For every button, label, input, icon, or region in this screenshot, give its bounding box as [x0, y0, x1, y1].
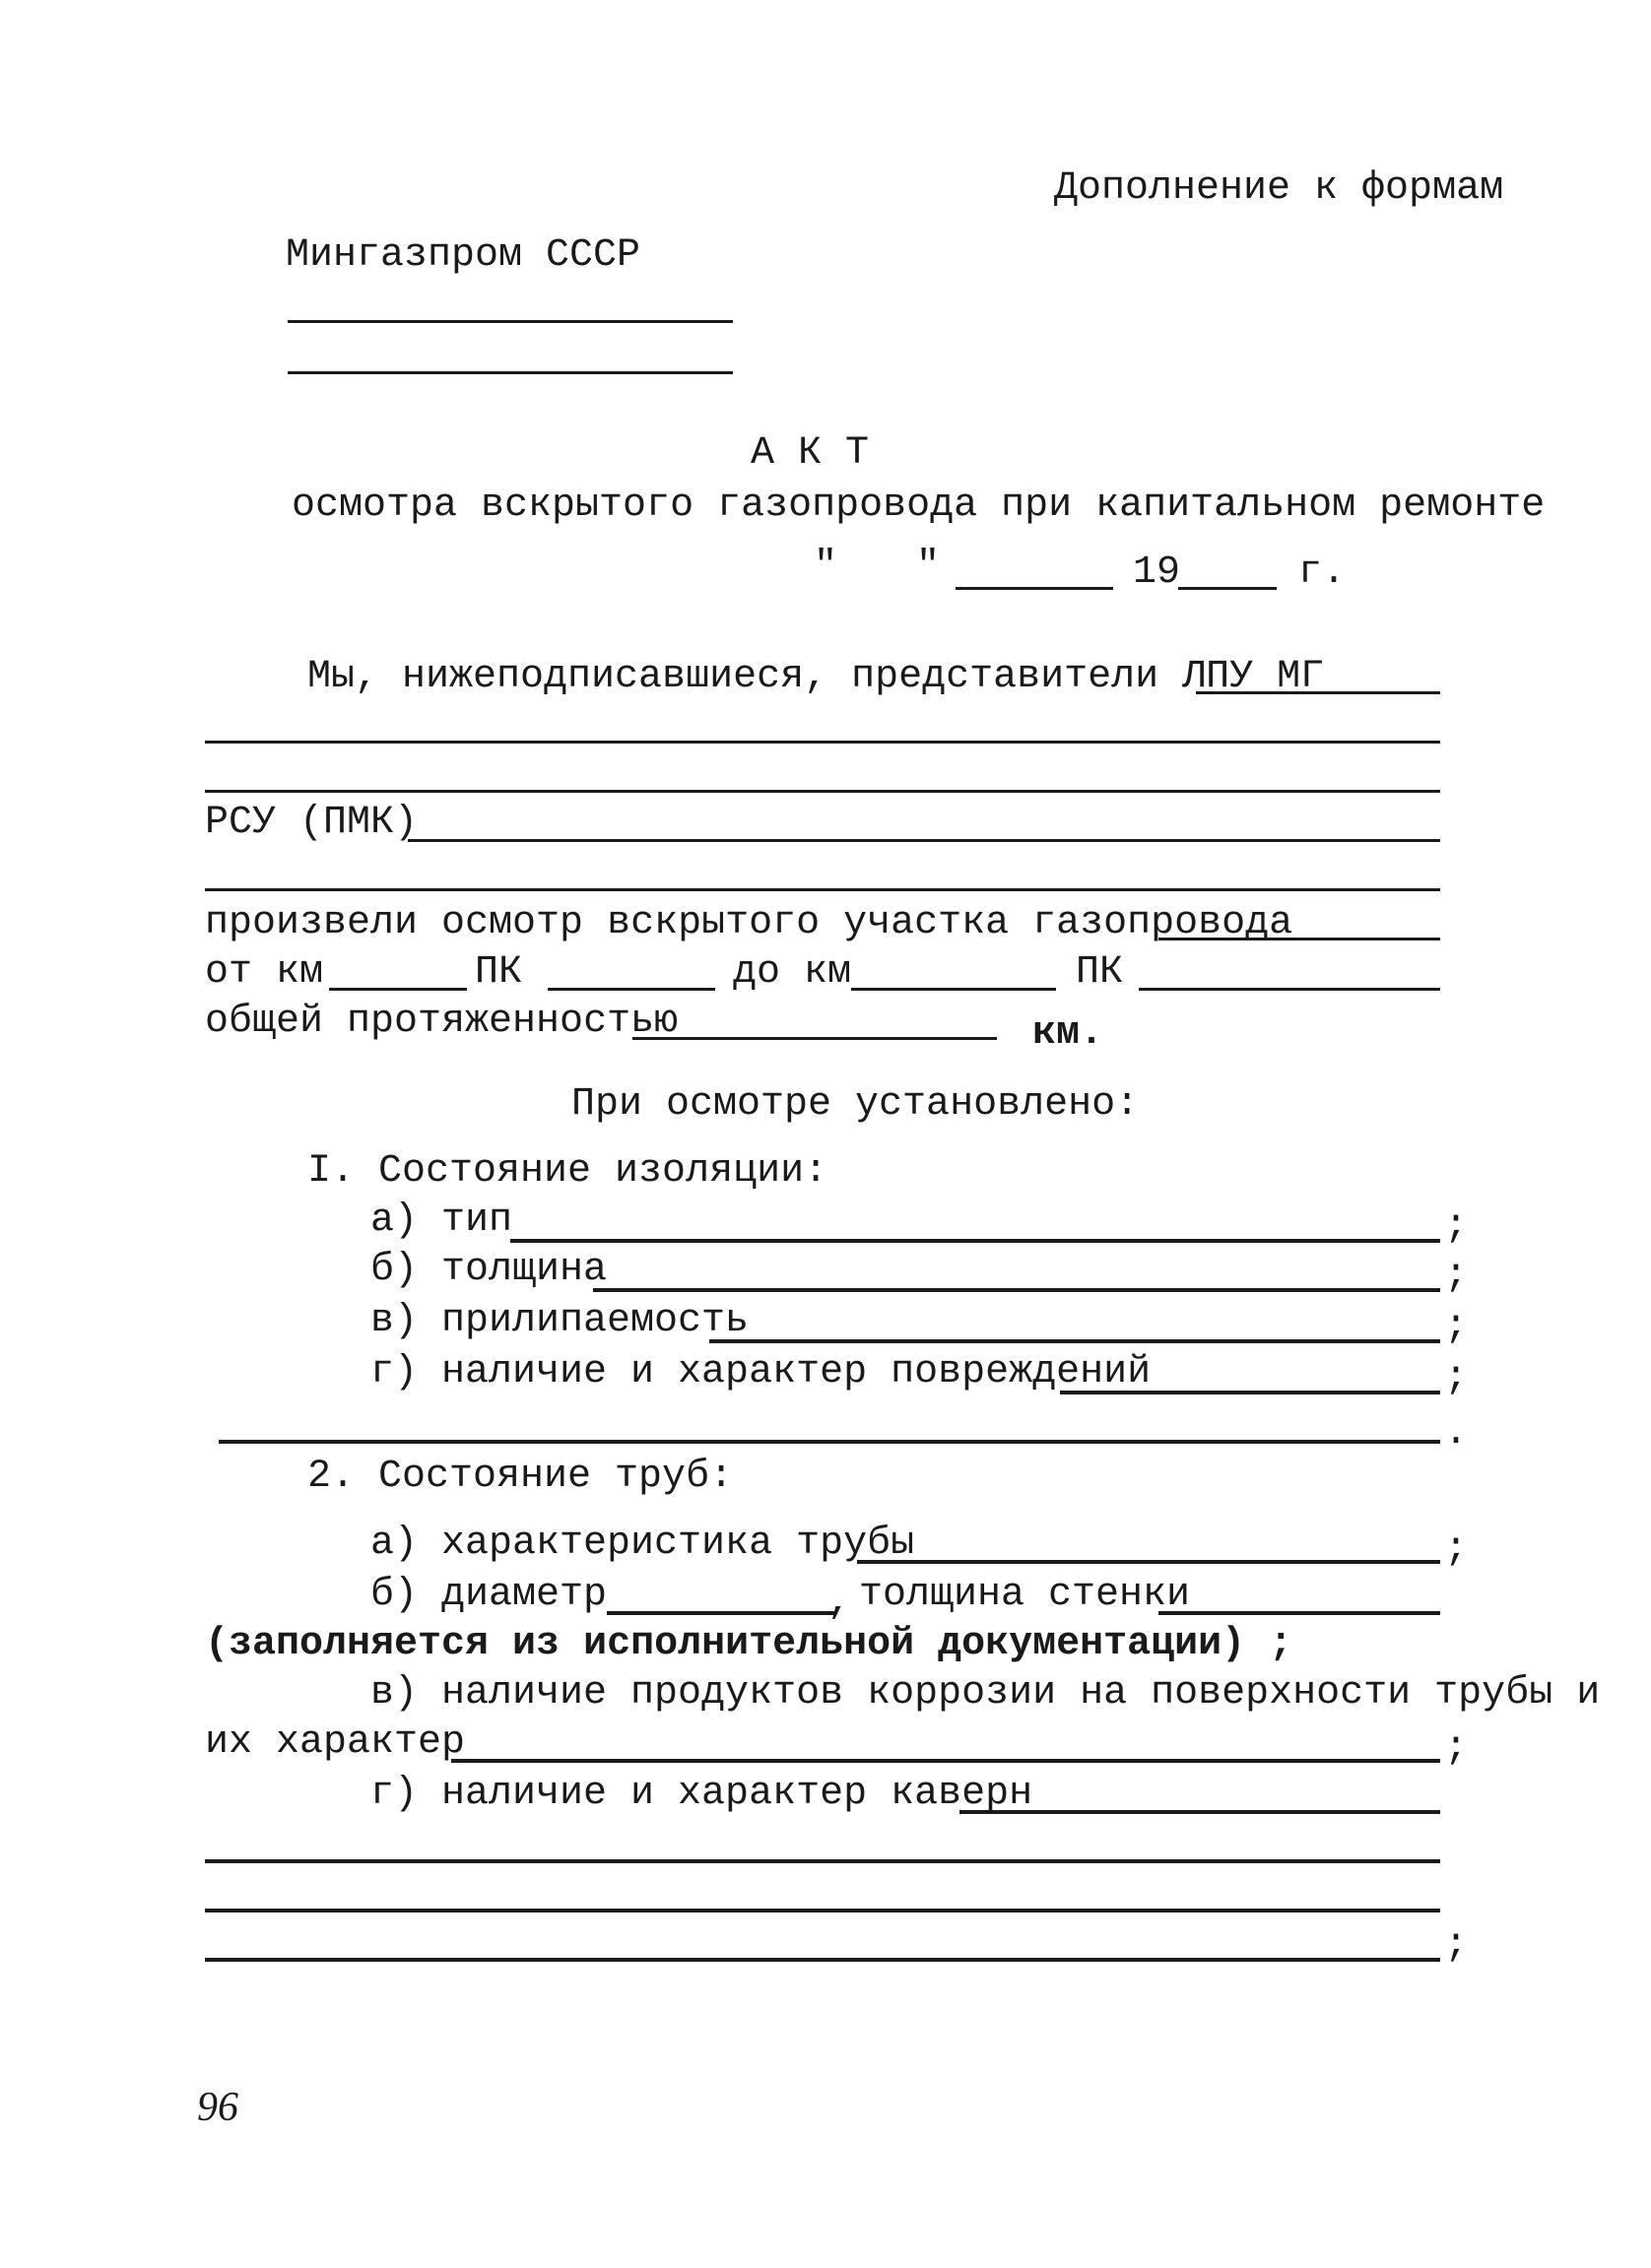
wall-thickness-field[interactable]: [1158, 1611, 1440, 1615]
corrosion-label-cont: их характер: [205, 1720, 466, 1765]
diameter-label: б) диаметр: [370, 1573, 608, 1617]
dot-1: .: [1444, 1411, 1469, 1456]
corrosion-field[interactable]: [451, 1759, 1440, 1763]
date-month-field[interactable]: [956, 587, 1113, 590]
insulation-thickness-label: б) толщина: [370, 1248, 608, 1292]
insulation-type-field[interactable]: [510, 1239, 1440, 1243]
semicolon-7: ;: [1444, 1923, 1469, 1968]
addendum-label: Дополнение к формам: [1054, 166, 1504, 211]
to-km-field[interactable]: [851, 988, 1056, 991]
semicolon-5: ;: [1444, 1527, 1469, 1572]
pipe-characteristic-field[interactable]: [857, 1560, 1440, 1564]
section2-heading: 2. Состояние труб:: [307, 1455, 734, 1499]
pk2-label: ПК: [1076, 950, 1124, 995]
wall-thickness-label: толщина стенки: [859, 1573, 1191, 1617]
caverns-field[interactable]: [959, 1810, 1440, 1814]
caverns-line-2[interactable]: [205, 1859, 1440, 1863]
org-line-1[interactable]: [288, 320, 733, 323]
semicolon-4: ;: [1444, 1356, 1469, 1400]
semicolon-6: ;: [1444, 1726, 1469, 1771]
date-quote-open: ": [814, 545, 838, 589]
pk1-label: ПК: [475, 950, 523, 995]
insulation-damage-line-2[interactable]: [219, 1440, 1440, 1444]
insulation-thickness-field[interactable]: [593, 1288, 1440, 1292]
insulation-damage-label: г) наличие и характер повреждений: [370, 1350, 1152, 1394]
pipeline-field[interactable]: [1158, 938, 1440, 940]
from-km-field[interactable]: [329, 988, 467, 991]
representatives-line-2[interactable]: [205, 790, 1440, 793]
diameter-comma: ,: [827, 1581, 852, 1625]
established-heading: При осмотре установлено:: [571, 1082, 1140, 1127]
from-km-label: от км: [205, 950, 324, 995]
insulation-adhesion-field[interactable]: [709, 1339, 1440, 1343]
insulation-adhesion-label: в) прилипаемость: [370, 1299, 750, 1343]
caverns-label: г) наличие и характер каверн: [370, 1772, 1033, 1816]
date-year-field[interactable]: [1178, 587, 1277, 590]
ministry-label: Мингазпром СССР: [286, 233, 641, 278]
rsu-label: РСУ (ПМК): [205, 801, 419, 845]
semicolon-3: ;: [1444, 1305, 1469, 1349]
insulation-damage-field[interactable]: [1060, 1391, 1440, 1394]
documentation-note: (заполняется из исполнительной документации) ;: [205, 1622, 1293, 1666]
total-length-field[interactable]: [632, 1037, 997, 1040]
document-title: А К Т: [751, 431, 870, 476]
pipe-characteristic-label: а) характеристика трубы: [370, 1522, 915, 1566]
semicolon-1: ;: [1444, 1204, 1469, 1249]
date-year-prefix: 19: [1133, 551, 1181, 595]
insulation-type-label: а) тип: [370, 1199, 513, 1243]
date-quote-close: ": [916, 545, 941, 589]
pk1-field[interactable]: [548, 988, 715, 991]
representatives-line-1[interactable]: [205, 741, 1440, 744]
intro-text: Мы, нижеподписавшиеся, представители ЛПУ МГ: [307, 655, 1325, 699]
date-year-suffix: г.: [1298, 551, 1347, 595]
rsu-line-2[interactable]: [205, 888, 1440, 891]
org-line-2[interactable]: [288, 371, 733, 374]
caverns-line-3[interactable]: [205, 1909, 1440, 1912]
diameter-field[interactable]: [607, 1611, 835, 1615]
corrosion-label: в) наличие продуктов коррозии на поверхности трубы и: [370, 1671, 1601, 1716]
section1-heading: I. Состояние изоляции:: [307, 1149, 828, 1194]
page-number: 96: [197, 2085, 238, 2130]
total-length-label: общей протяженностью: [205, 1000, 679, 1044]
semicolon-2: ;: [1444, 1254, 1469, 1298]
pk2-field[interactable]: [1139, 988, 1440, 991]
document-subtitle: осмотра вскрытого газопровода при капитальном ремонте: [292, 484, 1546, 528]
rsu-field[interactable]: [408, 839, 1440, 842]
lpu-field[interactable]: [1196, 691, 1440, 694]
inspected-text: произвели осмотр вскрытого участка газопровода: [205, 901, 1293, 945]
to-km-label: до км: [733, 950, 852, 995]
km-unit: км.: [1032, 1011, 1104, 1056]
caverns-line-4[interactable]: [205, 1958, 1440, 1962]
